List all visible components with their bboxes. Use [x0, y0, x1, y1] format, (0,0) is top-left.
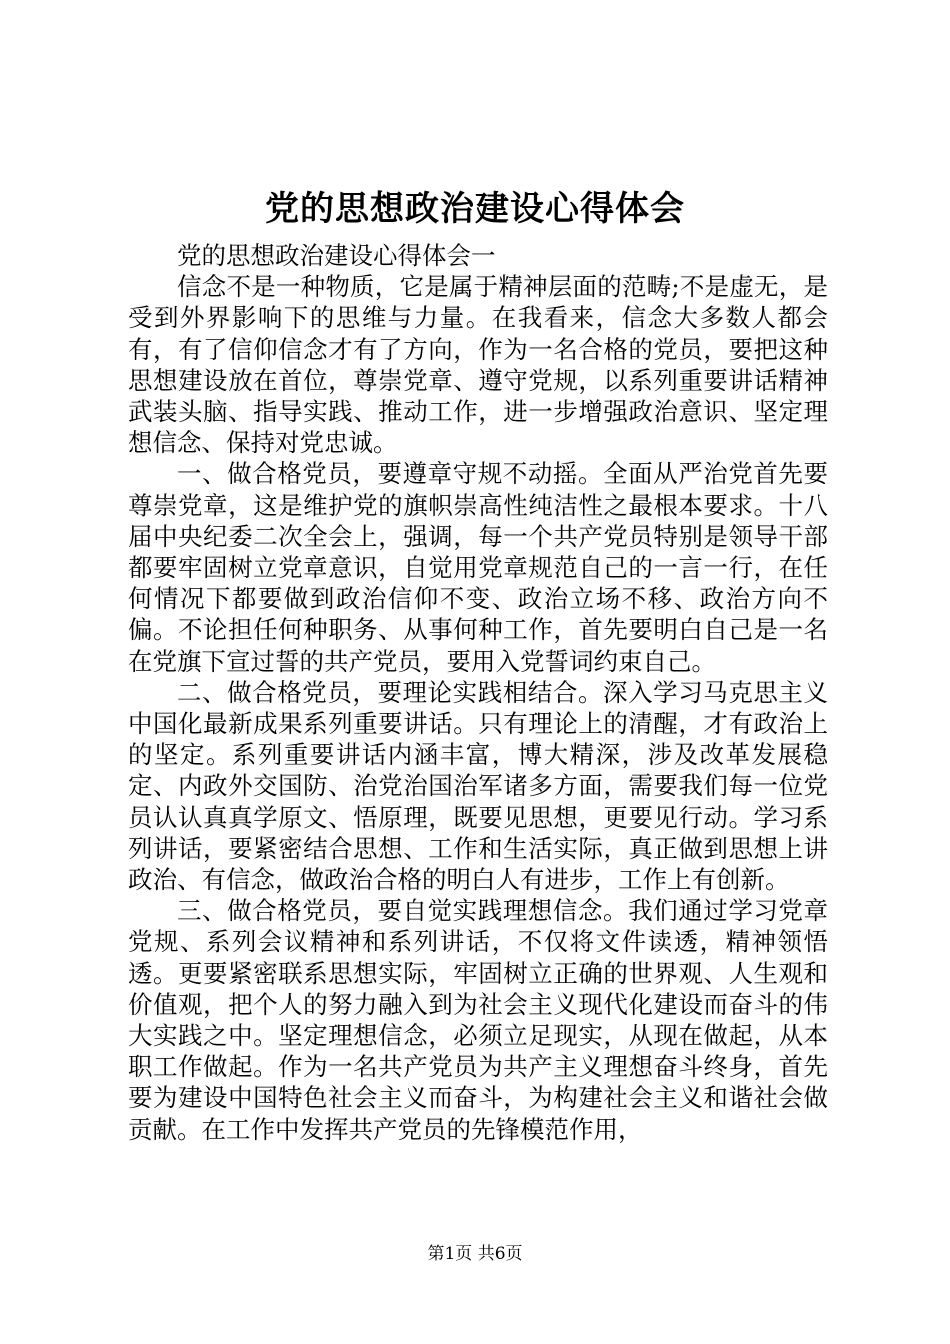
page-number-footer: 第1页 共6页 — [427, 1244, 523, 1264]
document-title: 党的思想政治建设心得体会 — [265, 189, 685, 229]
paragraph-section-three: 三、做合格党员，要自觉实践理想信念。我们通过学习党章党规、系列会议精神和系列讲话，不仅将文件读透，精神领悟透。更要紧密联系思想实际，牢固树立正确的世界观、人生观和价值观，把个人的努力融入到为社会主义现代化建设而奋斗的伟大实践之中。坚定理想信念，必须立足现实，从现在做起，从本职工作做起。作为一名共产党员为共产主义理想奋斗终身，首先要为建设中国特色社会主义而奋斗，为构建社会主义和谐社会做贡献。在工作中发挥共产党员的先锋模范作用， — [128, 896, 828, 1144]
document-subtitle: 党的思想政治建设心得体会一 — [177, 241, 496, 270]
paragraph-section-two: 二、做合格党员，要理论实践相结合。深入学习马克思主义中国化最新成果系列重要讲话。只有理论上的清醒，才有政治上的坚定。系列重要讲话内涵丰富，博大精深，涉及改革发展稳定、内政外交国防、治党治国治军诸多方面，需要我们每一位党员认认真真学原文、悟原理，既要见思想，更要见行动。学习系列讲话，要紧密结合思想、工作和生活实际，真正做到思想上讲政治、有信念，做政治合格的明白人有进步，工作上有创新。 — [128, 677, 828, 895]
paragraph-section-one: 一、做合格党员，要遵章守规不动摇。全面从严治党首先要尊崇党章，这是维护党的旗帜崇高性纯洁性之最根本要求。十八届中央纪委二次全会上，强调，每一个共产党员特别是领导干部都要牢固树立党章意识，自觉用党章规范自己的一言一行，在任何情况下都要做到政治信仰不变、政治立场不移、政治方向不偏。不论担任何种职务、从事何种工作，首先要明白自己是一名在党旗下宣过誓的共产党员，要用入党誓词约束自己。 — [128, 459, 828, 676]
paragraph-intro: 信念不是一种物质，它是属于精神层面的范畴;不是虚无，是受到外界影响下的思维与力量。在我看来，信念大多数人都会有，有了信仰信念才有了方向，作为一名合格的党员，要把这种思想建设放在首位，尊崇党章、遵守党规，以系列重要讲话精神武装头脑、指导实践、推动工作，进一步增强政治意识、坚定理想信念、保持对党忠诚。 — [128, 272, 828, 458]
document-body — [128, 240, 828, 1145]
